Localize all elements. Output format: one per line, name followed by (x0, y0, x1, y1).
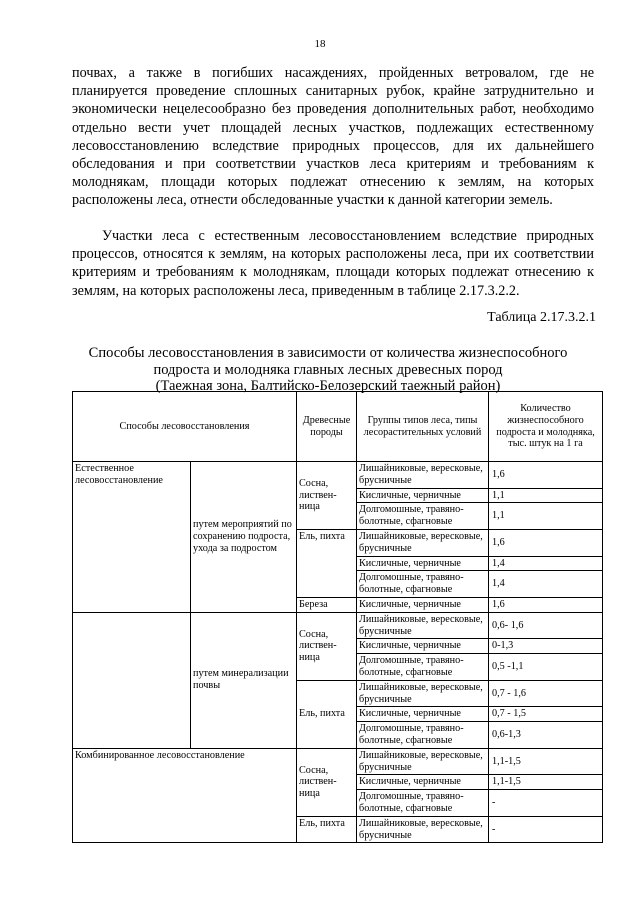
table-title-line-3: (Таежная зона, Балтийско-Белозерский таежный район) (155, 378, 501, 394)
value-cell: 0,7 - 1,5 (489, 707, 603, 722)
header-quantity: Количество жизнеспособного подроста и молодняка, тыс. штук на 1 га (489, 392, 603, 462)
value-cell: 0,5 -1,1 (489, 654, 603, 681)
type-cell: Кисличные, черничные (357, 488, 489, 503)
reforestation-table (72, 391, 603, 843)
type-cell: Лишайниковые, вересковые, брусничные (357, 529, 489, 556)
type-cell: Лишайниковые, вересковые, брусничные (357, 680, 489, 707)
value-cell: 1,1-1,5 (489, 775, 603, 790)
table-label: Таблица 2.17.3.2.1 (487, 310, 596, 325)
value-cell: 1,6 (489, 529, 603, 556)
value-cell: 0,6- 1,6 (489, 612, 603, 639)
type-cell: Кисличные, черничные (357, 597, 489, 612)
header-method: Способы лесовосстановления (73, 392, 297, 462)
type-cell: Лишайниковые, вересковые, брусничные (357, 462, 489, 489)
paragraph-2: Участки леса с естественным лесовосстановлением вследствие природных процессов, относятся к землям, на которых расположены леса, при их соответствии критериям и требованиям к молоднякам, площади которых подлежат отнесению к землям, на которых расположены леса, приведенным в таблице 2.17.3.2.2. (72, 228, 594, 299)
species-pine-larch: Сосна, листвен-ница (297, 462, 357, 530)
method-natural: Естественное лесовосстановление (73, 462, 191, 613)
value-cell: 0-1,3 (489, 639, 603, 654)
type-cell: Долгомошные, травяно-болотные, сфагновые (357, 654, 489, 681)
type-cell: Кисличные, черничные (357, 775, 489, 790)
header-species: Древесные породы (297, 392, 357, 462)
table-title (60, 345, 596, 395)
species-spruce-fir: Ель, пихта (297, 816, 357, 843)
table-row (73, 612, 603, 639)
page-number: 18 (314, 38, 326, 50)
paragraph-1: почвах, а также в погибших насаждениях, пройденных ветровалом, где не планируется проведение сплошных санитарных рубок, крайне затруднительно и экономически нецелесообразно без проведения дополнительных работ, необходимо отдельно вести учет площадей лесных участков, подлежащих естественному лесовосстановлению вследствие природных процессов, для их дальнейшего обследования и при соответствии участков леса критериям и требованиям к молоднякам, площади которых подлежат отнесению к землям, на которых расположены леса, отнести обследованные участки к данной категории земель. (72, 65, 594, 209)
type-cell: Долгомошные, травяно-болотные, сфагновые (357, 571, 489, 598)
value-cell: 1,1-1,5 (489, 748, 603, 775)
value-cell: - (489, 790, 603, 817)
value-cell: 1,6 (489, 597, 603, 612)
type-cell: Долгомошные, травяно-болотные, сфагновые (357, 503, 489, 530)
type-cell: Лишайниковые, вересковые, брусничные (357, 816, 489, 843)
value-cell: 1,4 (489, 556, 603, 571)
table-title-line-2: подроста и молодняка главных лесных древесных пород (153, 361, 503, 378)
value-cell: 0,6-1,3 (489, 722, 603, 749)
species-pine-larch: Сосна, листвен-ница (297, 612, 357, 680)
table-row (73, 748, 603, 775)
type-cell: Кисличные, черничные (357, 639, 489, 654)
species-birch: Береза (297, 597, 357, 612)
species-pine-larch: Сосна, листвен-ница (297, 748, 357, 816)
table-title-line-1: Способы лесовосстановления в зависимости от количества жизнеспособного (88, 345, 568, 361)
value-cell: 0,7 - 1,6 (489, 680, 603, 707)
table-row (73, 462, 603, 489)
value-cell: 1,6 (489, 462, 603, 489)
species-spruce-fir: Ель, пихта (297, 680, 357, 748)
type-cell: Долгомошные, травяно-болотные, сфагновые (357, 790, 489, 817)
value-cell: - (489, 816, 603, 843)
method-conservation: путем мероприятий по сохранению подроста, ухода за подростом (191, 462, 297, 613)
method-natural-continued (73, 612, 191, 748)
type-cell: Долгомошные, травяно-болотные, сфагновые (357, 722, 489, 749)
type-cell: Кисличные, черничные (357, 556, 489, 571)
type-cell: Кисличные, черничные (357, 707, 489, 722)
table-header-row (73, 392, 603, 462)
value-cell: 1,1 (489, 488, 603, 503)
value-cell: 1,1 (489, 503, 603, 530)
method-mineralization: путем минерализации почвы (191, 612, 297, 748)
type-cell: Лишайниковые, вересковые, брусничные (357, 612, 489, 639)
header-forest-types: Группы типов леса, типы лесорастительных условий (357, 392, 489, 462)
method-combined: Комбинированное лесовосстановление (73, 748, 297, 843)
species-spruce-fir: Ель, пихта (297, 529, 357, 597)
value-cell: 1,4 (489, 571, 603, 598)
type-cell: Лишайниковые, вересковые, брусничные (357, 748, 489, 775)
